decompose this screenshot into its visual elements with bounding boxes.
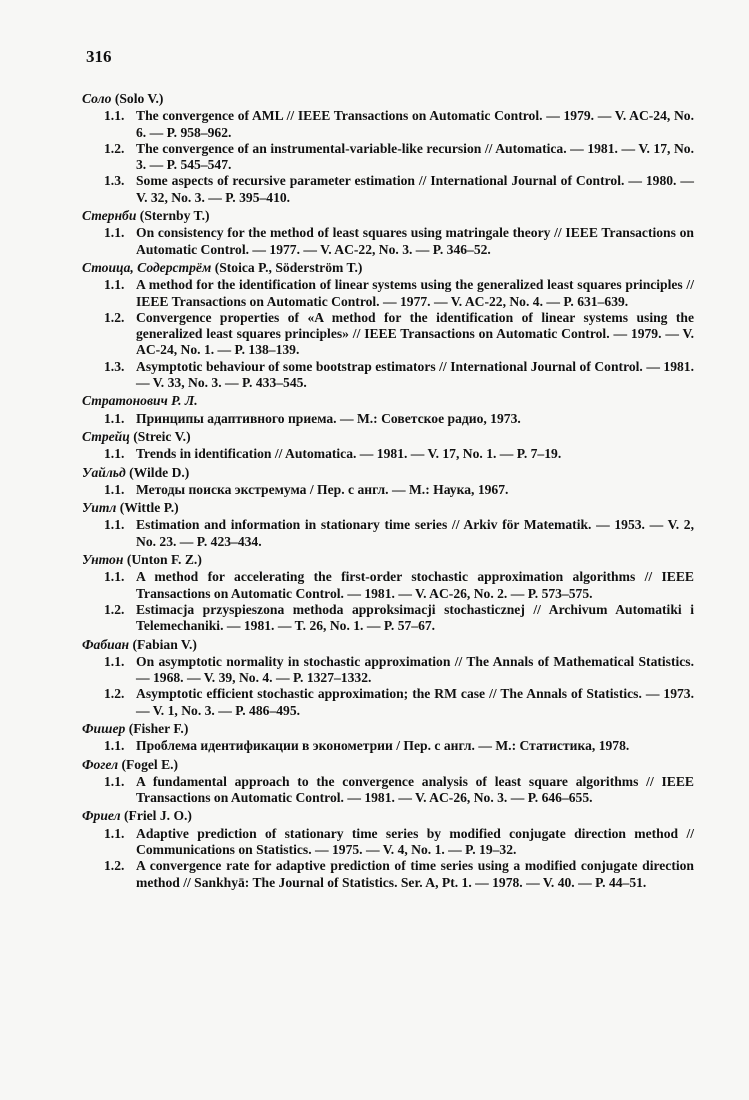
- author-name-ru: Соло: [82, 91, 112, 106]
- author-name-en: (Fabian V.): [132, 636, 197, 652]
- reference-item: [82, 310, 694, 359]
- author-name-ru: Унтон: [82, 552, 124, 568]
- reference-item: [82, 277, 694, 310]
- author-name-ru: Стернби: [82, 208, 137, 224]
- reference-item: [82, 141, 694, 174]
- reference-number: 1.1.: [104, 225, 125, 241]
- reference-number: 1.1.: [104, 653, 125, 669]
- author-heading: [82, 552, 694, 568]
- reference-item: [82, 826, 694, 859]
- reference-text: A method for accelerating the first-order stochastic approximation algorithms // IEEE Transactions on Automatic Control. — 1981. — V. AC-26, No. 2. — P. 573–575.: [136, 569, 694, 601]
- author-heading: [82, 808, 694, 824]
- author-name-ru: Уайльд: [82, 464, 126, 480]
- author-name-ru: Фогел: [82, 756, 119, 772]
- reference-number: 1.1.: [104, 517, 125, 533]
- author-name-en: (Fogel E.): [121, 756, 179, 772]
- author-name-ru: Стоица, Содерстрём: [82, 259, 212, 275]
- author-name-ru: Уитл: [82, 500, 117, 516]
- reference-number: 1.1.: [104, 825, 125, 841]
- reference-item: [82, 738, 694, 754]
- author-heading: [82, 260, 694, 276]
- reference-text: A method for the identification of linear systems using the generalized least squares principles // IEEE Transactions on Automatic Control. — 1977. — V. AC-22, No. 4. — P. 631–639.: [136, 277, 694, 309]
- reference-text: Принципы адаптивного приема. — М.: Советское радио, 1973.: [136, 410, 521, 426]
- reference-text: Методы поиска экстремума / Пер. с англ. — М.: Наука, 1967.: [136, 481, 509, 497]
- author-heading: [82, 465, 694, 481]
- reference-item: [82, 858, 694, 891]
- author-heading: [82, 429, 694, 445]
- reference-number: 1.2.: [104, 309, 125, 325]
- reference-item: [82, 173, 694, 206]
- author-name-ru: Фишер: [82, 720, 126, 736]
- reference-number: 1.2.: [104, 140, 125, 156]
- reference-number: 1.1.: [104, 569, 125, 585]
- reference-text: Convergence properties of «A method for the identification of linear systems using the generalized least squares principles» // IEEE Transactions on Automatic Control. — 1979. — V. AC-24, No. 1. — P. 138–139.: [136, 309, 694, 358]
- reference-item: [82, 569, 694, 602]
- author-heading: [82, 757, 694, 773]
- author-name-ru: Фабиан: [82, 636, 130, 652]
- author-name-en: (Wilde D.): [129, 464, 190, 480]
- reference-text: Asymptotic efficient stochastic approximation; the RM case // The Annals of Statistics. — 1973. — V. 1, No. 3. — P. 486–495.: [136, 686, 694, 718]
- reference-item: [82, 482, 694, 498]
- reference-text: Estimacja przyspieszona methoda approksimacji stochasticznej // Archivum Automatiki i Telemechaniki. — 1981. — T. 26, No. 1. — P. 57–67.: [136, 601, 694, 634]
- author-heading: [82, 721, 694, 737]
- reference-text: On consistency for the method of least squares using matringale theory // IEEE Transactions on Automatic Control. — 1977. — V. AC-22, No. 3. — P. 346–52.: [136, 225, 694, 257]
- reference-text: A fundamental approach to the convergence analysis of least square algorithms // IEEE Transactions on Automatic Control. — 1981. — V. AC-26, No. 3. — P. 646–655.: [136, 773, 694, 806]
- reference-number: 1.2.: [104, 858, 125, 874]
- reference-item: [82, 225, 694, 258]
- reference-number: 1.1.: [104, 773, 125, 789]
- author-heading: [82, 500, 694, 516]
- reference-number: 1.3.: [104, 358, 125, 374]
- bibliography-list: [82, 89, 694, 891]
- reference-item: [82, 654, 694, 687]
- reference-number: 1.2.: [104, 686, 125, 702]
- reference-number: 1.1.: [104, 446, 125, 462]
- author-heading: [82, 91, 694, 107]
- reference-text: Adaptive prediction of stationary time series by modified conjugate direction method // Communications on Statistics. — 1975. — V. 4, No. 1. — P. 19–32.: [136, 825, 694, 858]
- reference-text: The convergence of AML // IEEE Transactions on Automatic Control. — 1979. — V. AC-24, No. 6. — P. 958–962.: [136, 108, 694, 140]
- reference-item: [82, 774, 694, 807]
- author-name-en: (Solo V.): [114, 91, 164, 106]
- author-name-ru: Фриел: [82, 808, 121, 824]
- reference-text: On asymptotic normality in stochastic approximation // The Annals of Mathematical Statistics. — 1968. — V. 39, No. 4. — P. 1327–1332.: [136, 653, 694, 686]
- reference-number: 1.1.: [104, 481, 125, 497]
- reference-number: 1.2.: [104, 601, 125, 617]
- reference-item: [82, 517, 694, 550]
- reference-item: [82, 686, 694, 719]
- reference-number: 1.1.: [104, 410, 125, 426]
- author-name-en: (Stoica P., Söderström T.): [214, 259, 363, 275]
- author-name-en: (Streic V.): [133, 428, 191, 444]
- reference-text: Проблема идентификации в эконометрии / Пер. с англ. — М.: Статистика, 1978.: [136, 738, 630, 754]
- reference-item: [82, 108, 694, 141]
- author-name-en: (Friel J. O.): [124, 808, 192, 824]
- reference-text: Asymptotic behaviour of some bootstrap estimators // International Journal of Control. — 1981. — V. 33, No. 3. — P. 433–545.: [136, 358, 694, 391]
- reference-number: 1.1.: [104, 108, 125, 124]
- author-name-en: (Wittle P.): [119, 500, 179, 516]
- reference-number: 1.1.: [104, 277, 125, 293]
- page-number: 316: [86, 47, 112, 66]
- author-heading: [82, 637, 694, 653]
- reference-number: 1.1.: [104, 738, 125, 754]
- author-heading: [82, 208, 694, 224]
- reference-item: [82, 359, 694, 392]
- author-name-en: (Fisher F.): [128, 720, 189, 736]
- author-name-en: (Unton F. Z.): [126, 552, 202, 568]
- reference-text: A convergence rate for adaptive prediction of time series using a modified conjugate direction method // Sankhyā: The Journal of Statistics. Ser. A, Pt. 1. — 1978. — V. 40. — P. 44–51.: [136, 858, 694, 890]
- reference-item: [82, 446, 694, 462]
- reference-text: Some aspects of recursive parameter estimation // International Journal of Control. — 1980. — V. 32, No. 3. — P. 395–410.: [136, 173, 694, 205]
- reference-text: Estimation and information in stationary time series // Arkiv för Matematik. — 1953. — V. 2, No. 23. — P. 423–434.: [136, 517, 694, 549]
- reference-text: The convergence of an instrumental-variable-like recursion // Automatica. — 1981. — V. 17, No. 3. — P. 545–547.: [136, 140, 694, 173]
- author-name-ru: Стрейц: [82, 428, 130, 444]
- author-name-en: (Sternby T.): [139, 208, 210, 224]
- reference-item: [82, 602, 694, 635]
- reference-number: 1.3.: [104, 173, 125, 189]
- reference-item: [82, 411, 694, 427]
- author-name-ru: Стратонович Р. Л.: [82, 393, 198, 409]
- reference-text: Trends in identification // Automatica. — 1981. — V. 17, No. 1. — P. 7–19.: [136, 446, 562, 462]
- author-heading: [82, 393, 694, 409]
